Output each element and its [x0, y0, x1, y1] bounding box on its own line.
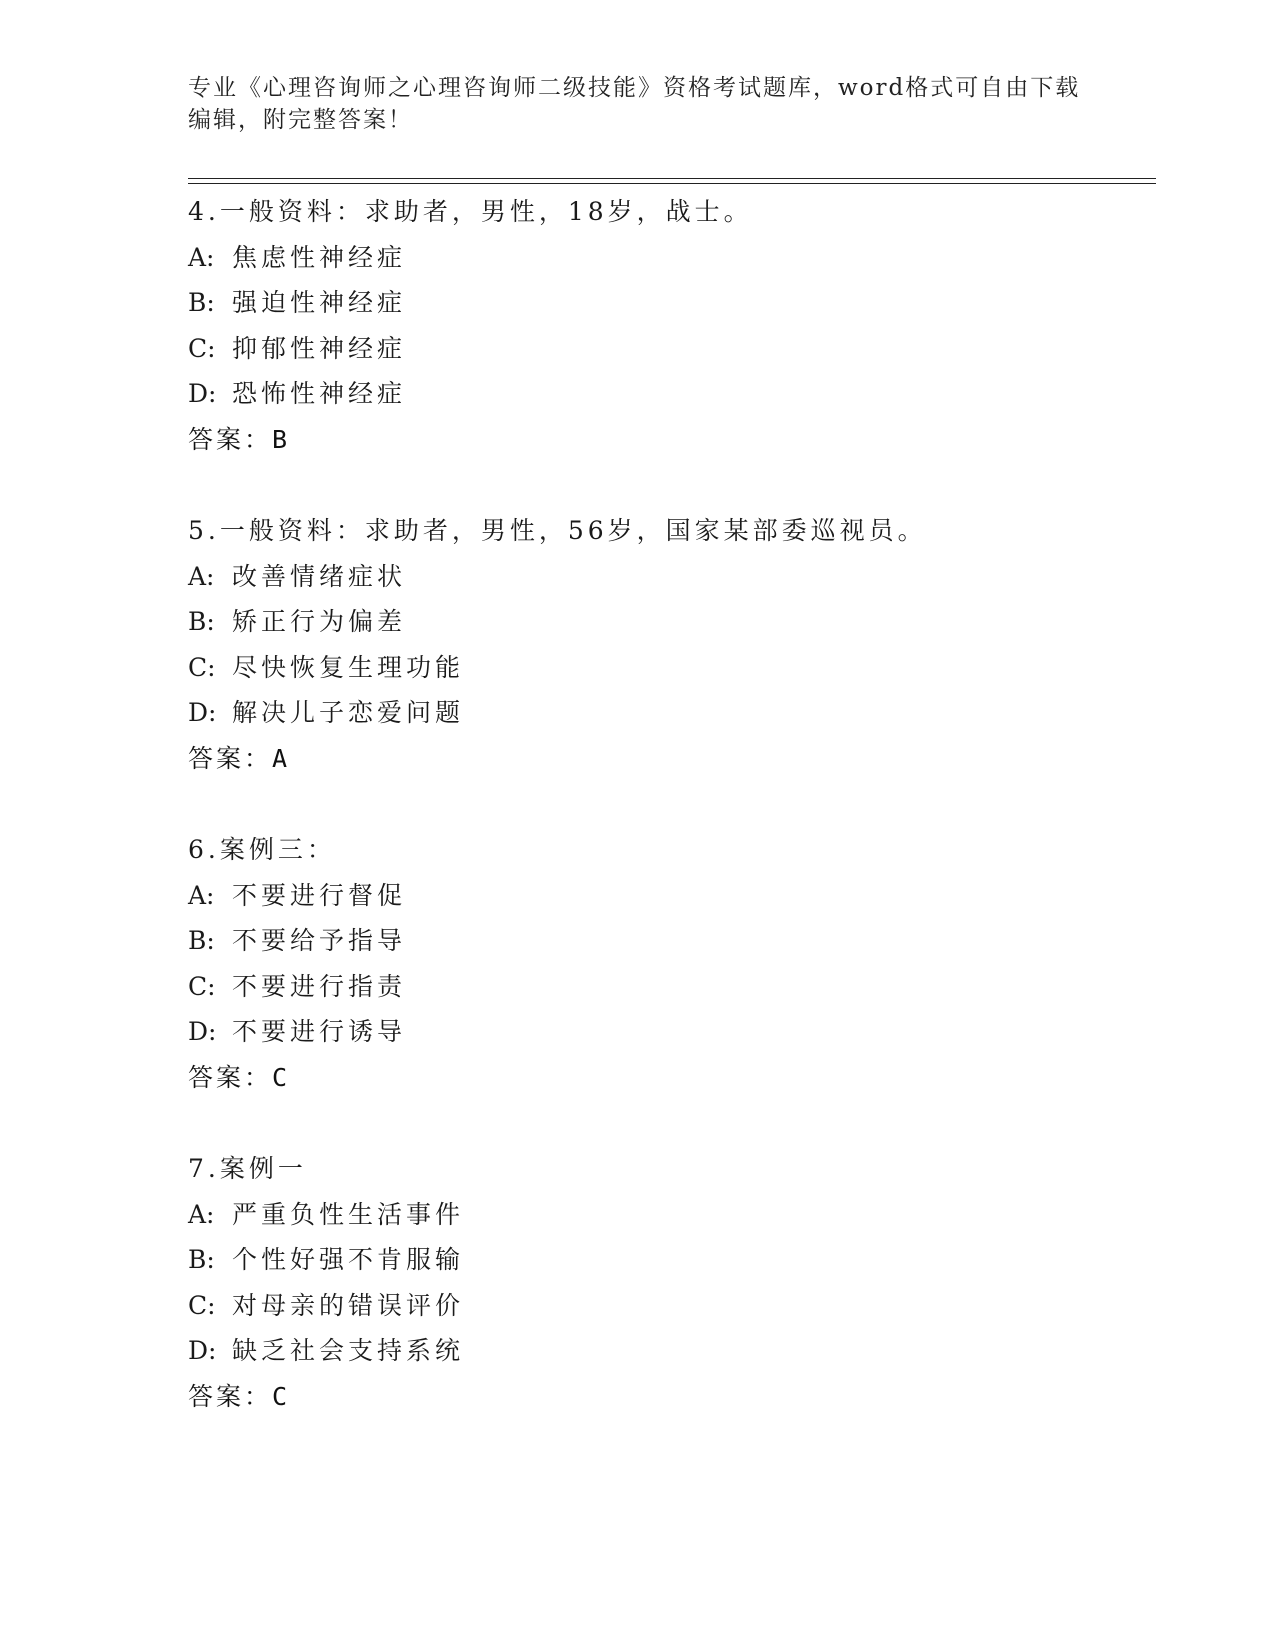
answer-value: C — [272, 1062, 288, 1092]
answer-line — [188, 1374, 1188, 1420]
option-text: 个性好强不肯服输 — [232, 1245, 465, 1274]
option-label: B: — [188, 607, 215, 636]
option-d — [188, 1009, 1188, 1055]
option-b — [188, 599, 1188, 645]
option-label: A: — [188, 880, 215, 910]
option-label: C: — [188, 652, 216, 682]
option-text: 严重负性生活事件 — [232, 1199, 465, 1229]
option-text: 改善情绪症状 — [232, 561, 407, 591]
question-7 — [188, 1146, 1188, 1419]
option-b — [188, 280, 1188, 326]
document-header — [188, 72, 1088, 136]
header-line-2: 编辑，附完整答案！ — [188, 107, 413, 133]
option-label: D: — [188, 379, 217, 408]
option-text: 不要给予指导 — [232, 926, 407, 955]
header-line-1: 专业《心理咨询师之心理咨询师二级技能》资格考试题库，word格式可自由下载 — [188, 75, 1081, 101]
option-d — [188, 1328, 1188, 1374]
question-list — [188, 189, 1188, 1419]
question-4 — [188, 189, 1188, 462]
option-label: D: — [188, 1336, 217, 1365]
answer-line — [188, 417, 1188, 463]
option-d — [188, 371, 1188, 417]
answer-value: A — [272, 743, 288, 773]
option-text: 解决儿子恋爱问题 — [232, 698, 465, 727]
answer-value: B — [272, 424, 288, 454]
option-text: 缺乏社会支持系统 — [232, 1336, 465, 1365]
option-label: B: — [188, 926, 215, 955]
option-c — [188, 645, 1188, 691]
option-text: 矫正行为偏差 — [232, 607, 407, 636]
answer-label: 答案： — [188, 424, 273, 454]
option-text: 抑郁性神经症 — [232, 333, 407, 363]
header-divider-bottom — [188, 183, 1156, 184]
answer-line — [188, 1055, 1188, 1101]
question-stem: 4.一般资料：求助者，男性，18岁，战士。 — [188, 197, 753, 226]
option-c — [188, 326, 1188, 372]
option-b — [188, 918, 1188, 964]
option-c — [188, 964, 1188, 1010]
header-divider-top — [188, 178, 1156, 179]
answer-line — [188, 736, 1188, 782]
option-label: A: — [188, 561, 215, 591]
option-a — [188, 873, 1188, 919]
option-a — [188, 1192, 1188, 1238]
option-text: 不要进行指责 — [232, 971, 407, 1001]
option-label: A: — [188, 1199, 215, 1229]
option-text: 焦虑性神经症 — [232, 242, 407, 272]
option-label: D: — [188, 698, 217, 727]
option-label: A: — [188, 242, 215, 272]
question-stem: 6.案例三： — [188, 835, 336, 864]
option-text: 尽快恢复生理功能 — [232, 652, 465, 682]
option-label: B: — [188, 288, 215, 317]
answer-label: 答案： — [188, 1062, 273, 1092]
answer-value: C — [272, 1381, 288, 1411]
option-label: D: — [188, 1017, 217, 1046]
option-label: C: — [188, 971, 216, 1001]
option-text: 不要进行诱导 — [232, 1017, 407, 1046]
question-stem: 5.一般资料：求助者，男性，56岁，国家某部委巡视员。 — [188, 516, 927, 545]
question-6 — [188, 827, 1188, 1100]
question-5 — [188, 508, 1188, 781]
option-text: 恐怖性神经症 — [232, 379, 407, 408]
question-stem: 7.案例一 — [188, 1154, 307, 1183]
option-a — [188, 235, 1188, 281]
option-b — [188, 1237, 1188, 1283]
option-label: C: — [188, 1290, 216, 1320]
option-label: C: — [188, 333, 216, 363]
answer-label: 答案： — [188, 743, 273, 773]
option-a — [188, 554, 1188, 600]
option-text: 强迫性神经症 — [232, 288, 407, 317]
answer-label: 答案： — [188, 1381, 273, 1411]
option-text: 对母亲的错误评价 — [232, 1290, 465, 1320]
option-c — [188, 1283, 1188, 1329]
option-label: B: — [188, 1245, 215, 1274]
option-d — [188, 690, 1188, 736]
option-text: 不要进行督促 — [232, 880, 407, 910]
